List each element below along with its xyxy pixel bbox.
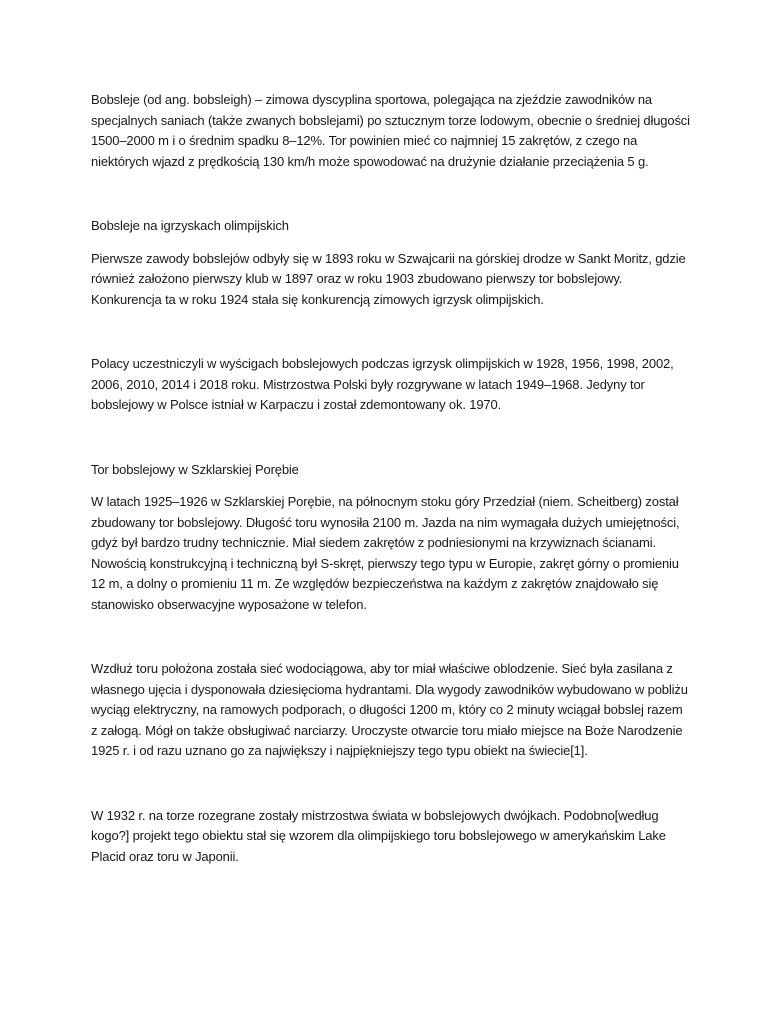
document-page: [91, 90, 691, 867]
track-paragraph-1: W latach 1925–1926 w Szklarskiej Porębie, na północnym stoku góry Przedział (niem. Scheitberg) został zbudowany tor bobslejowy. Długość toru wynosiła 2100 m. Jazda na nim wymagała dużych umiejętności, gdyż był bardzo trudny technicznie. Miał siedem zakrętów z podniesionymi na krzywiznach ścianami. Nowością konstrukcyjną i techniczną był S-skręt, pierwszy tego typu w Europie, zakręt górny o promieniu 12 m, a dolny o promieniu 11 m. Ze względów bezpieczeństwa na każdym z zakrętów znajdowało się stanowisko obserwacyjne wyposażone w telefon.: [91, 494, 680, 612]
section-heading-olympics: Bobsleje na igrzyskach olimpijskich: [91, 218, 289, 233]
olympics-paragraph-1: Pierwsze zawody bobslejów odbyły się w 1893 roku w Szwajcarii na górskiej drodze w Sankt Moritz, gdzie również założono pierwszy klub w 1897 oraz w roku 1903 zbudowano pierwszy tor bobslejowy. Konkurencja ta w roku 1924 stała się konkurencją zimowych igrzysk olimpijskich.: [91, 250, 686, 307]
olympics-paragraph-2: Polacy uczestniczyli w wyścigach bobslejowych podczas igrzysk olimpijskich w 1928, 1956, 1998, 2002, 2006, 2010, 2014 i 2018 roku. Mistrzostwa Polski były rozgrywane w latach 1949–1968. Jedyny tor bobslejowy w Polsce istniał w Karpaczu i został zdemontowany ok. 1970.: [91, 356, 674, 412]
intro-paragraph: Bobsleje (od ang. bobsleigh) – zimowa dyscyplina sportowa, polegająca na zjeździe zawodników na specjalnych saniach (także zwanych bobslejami) po sztucznym torze lodowym, obecnie o średniej długości 1500–2000 m i o średnim spadku 8–12%. Tor powinien mieć co najmniej 15 zakrętów, z czego na niektórych wjazd z prędkością 130 km/h może spowodować na drużynie działanie przeciążenia 5 g.: [91, 92, 690, 169]
track-paragraph-3: W 1932 r. na torze rozegrane zostały mistrzostwa świata w bobslejowych dwójkach. Podobno[według kogo?] projekt tego obiektu stał się wzorem dla olimpijskiego toru bobslejowego w amerykańskim Lake Placid oraz toru w Japonii.: [91, 807, 666, 864]
track-paragraph-2: Wzdłuż toru położona została sieć wodociągowa, aby tor miał właściwe oblodzenie. Sieć była zasilana z własnego ujęcia i dysponowała dziesięcioma hydrantami. Dla wygody zawodników wybudowano w pobliżu wyciąg elektryczny, na ramowych podporach, o długości 1200 m, który co 2 minuty wciągał bobslej razem z załogą. Mógł on także obsługiwać narciarzy. Uroczyste otwarcie toru miało miejsce na Boże Narodzenie 1925 r. i od razu uznano go za największy i najpiękniejszy tego typu obiekt na świecie[1].: [91, 661, 688, 758]
section-heading-track: Tor bobslejowy w Szklarskiej Porębie: [91, 461, 299, 477]
